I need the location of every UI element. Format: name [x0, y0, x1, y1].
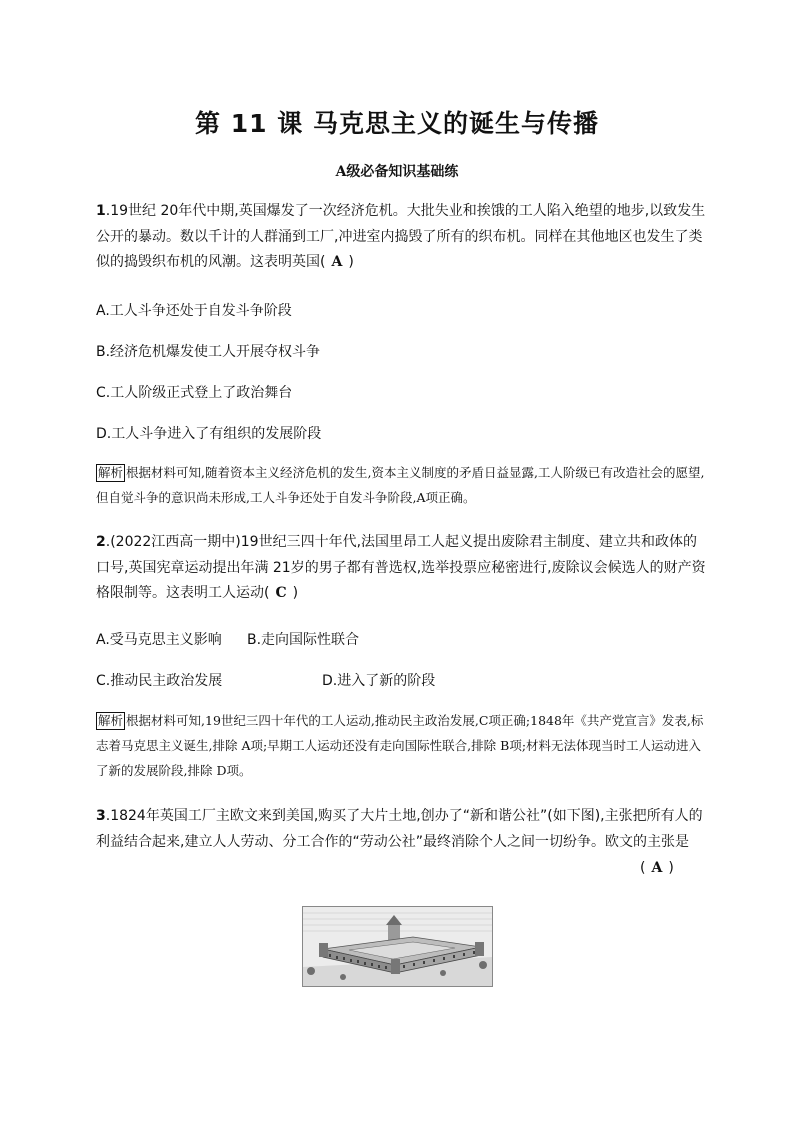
section-heading: A级必备知识基础练 [335, 164, 459, 180]
answer-close: ) [668, 860, 674, 876]
question-number: 1 [96, 203, 106, 219]
explanation-tag: 解析 [98, 465, 124, 480]
question-number: 3 [96, 808, 106, 824]
question-text: .1824年英国工厂主欧文来到美国,购买了大片土地,创办了“新和谐公社”(如下图),主张把所有人的利益结合起来,建立人人劳动、分工合作的“劳动公社”最终消除个人之间一切纷争。欧文的主张是 [96, 808, 703, 850]
answer-close: ) [348, 254, 354, 270]
q1-option-b: B.经济危机爆发使工人开展夺权斗争 [96, 344, 321, 360]
answer-open: ( [640, 860, 646, 876]
explanation-tag: 解析 [98, 713, 124, 728]
question-3 [96, 804, 706, 855]
question-text: .(2022江西高一期中)19世纪三四十年代,法国里昂工人起义提出废除君主制度、建立共和政体的口号,英国宪章运动提出年满 21岁的男子都有普选权,选举投票应秘密进行,废除议会候选人的财产资格限制等。这表明工人运动( [96, 534, 706, 601]
answer-close: ) [292, 585, 299, 601]
engraving-illustration [303, 907, 492, 986]
q2-option-b: B.走向国际性联合 [247, 632, 360, 648]
explanation-text: 根据材料可知,随着资本主义经济危机的发生,资本主义制度的矛盾日益显露,工人阶级已有改造社会的愿望,但自觉斗争的意识尚未形成,工人斗争还处于自发斗争阶段,A项正确。 [96, 465, 705, 505]
q1-option-c: C.工人阶级正式登上了政治舞台 [96, 385, 293, 401]
answer-letter: C [275, 585, 287, 601]
q3-answer [640, 860, 674, 876]
question-2 [96, 530, 706, 607]
question-1 [96, 199, 706, 276]
explanation-text: 根据材料可知,19世纪三四十年代的工人运动,推动民主政治发展,C项正确;1848年《共产党宣言》发表,标志着马克思主义诞生,排除 A项;早期工人运动还没有走向国际性联合,排除 B项;材料无法体现当时工人运动进入了新的发展阶段,排除 D项。 [96, 713, 704, 778]
q2-option-a: A.受马克思主义影响 [96, 632, 222, 648]
q2-explanation [96, 708, 706, 783]
answer-letter: A [331, 254, 343, 270]
question-text: .19世纪 20年代中期,英国爆发了一次经济危机。大批失业和挨饿的工人陷入绝望的地步,以致发生公开的暴动。数以千计的人群涌到工厂,冲进室内捣毁了所有的织布机。同样在其他地区也发生了类似的捣毁织布机的风潮。这表明英国( [96, 203, 706, 270]
q2-option-c: C.推动民主政治发展 [96, 673, 223, 689]
q1-option-a: A.工人斗争还处于自发斗争阶段 [96, 303, 292, 319]
new-harmony-engraving [302, 906, 493, 987]
lesson-title: 第 11 课 马克思主义的诞生与传播 [195, 109, 599, 138]
q1-explanation [96, 460, 706, 510]
question-number: 2 [96, 534, 106, 550]
answer-letter: A [651, 860, 663, 876]
q1-option-d: D.工人斗争进入了有组织的发展阶段 [96, 426, 322, 442]
q2-option-d: D.进入了新的阶段 [322, 673, 436, 689]
